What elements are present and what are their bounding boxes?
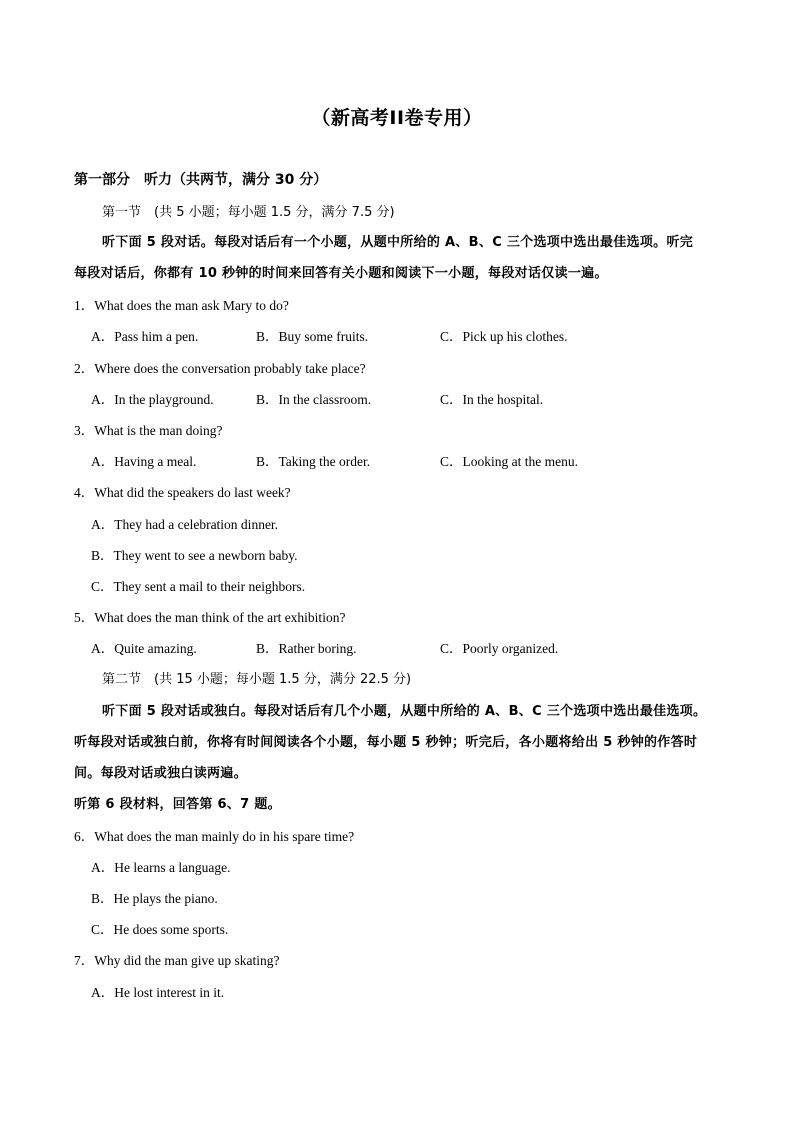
question-1-option-b: B．Buy some fruits. <box>256 329 369 344</box>
question-5-option-b: B．Rather boring. <box>256 641 357 656</box>
question-3-option-a: A．Having a meal. <box>91 454 197 469</box>
question-3-option-b: B．Taking the order. <box>256 454 371 469</box>
question-6-stem: 6．What does the man mainly do in his spare time? <box>74 829 355 844</box>
material-note: 听第 6 段材料，回答第 6、7 题。 <box>74 797 281 812</box>
question-2-option-b: B．In the classroom. <box>256 392 372 407</box>
section1-heading: 第一节 (共 5 小题；每小题 1.5 分，满分 7.5 分) <box>102 205 395 220</box>
question-5-option-a: A．Quite amazing. <box>91 641 197 656</box>
question-6-option-c: C．He does some sports. <box>91 922 229 937</box>
question-1-stem: 1．What does the man ask Mary to do? <box>74 298 289 313</box>
question-6-option-a: A．He learns a language. <box>91 860 231 875</box>
question-7-stem: 7．Why did the man give up skating? <box>74 953 280 968</box>
page-title: （新高考II卷专用） <box>311 107 483 129</box>
question-5-option-c: C．Poorly organized. <box>440 641 559 656</box>
section2-instructions-line3: 间。每段对话或独白读两遍。 <box>74 766 247 781</box>
section2-instructions-line1: 听下面 5 段对话或独白。每段对话后有几个小题，从题中所给的 A、B、C 三个选项中选出最佳选项。 <box>102 704 707 719</box>
question-1-option-c: C．Pick up his clothes. <box>440 329 568 344</box>
question-4-option-c: C．They sent a mail to their neighbors. <box>91 579 306 594</box>
question-4-option-b: B．They went to see a newborn baby. <box>91 548 298 563</box>
question-7-option-a: A．He lost interest in it. <box>91 985 225 1000</box>
question-6-option-b: B．He plays the piano. <box>91 891 218 906</box>
section2-instructions-line2: 听每段对话或独白前，你将有时间阅读各个小题，每小题 5 秒钟；听完后，各小题将给出 5 秒钟的作答时 <box>74 735 698 750</box>
section1-instructions-line1: 听下面 5 段对话。每段对话后有一个小题，从题中所给的 A、B、C 三个选项中选出最佳选项。听完 <box>102 235 694 250</box>
question-5-stem: 5．What does the man think of the art exhibition? <box>74 610 346 625</box>
question-4-option-a: A．They had a celebration dinner. <box>91 517 279 532</box>
question-3-stem: 3．What is the man doing? <box>74 423 223 438</box>
part1-heading: 第一部分 听力（共两节，满分 30 分） <box>74 172 328 188</box>
question-2-option-c: C．In the hospital. <box>440 392 544 407</box>
question-2-stem: 2．Where does the conversation probably take place? <box>74 361 366 376</box>
section2-heading: 第二节 (共 15 小题；每小题 1.5 分，满分 22.5 分) <box>102 672 412 687</box>
question-2-option-a: A．In the playground. <box>91 392 214 407</box>
section1-instructions-line2: 每段对话后，你都有 10 秒钟的时间来回答有关小题和阅读下一小题，每段对话仅读一遍。 <box>74 266 608 281</box>
question-1-option-a: A．Pass him a pen. <box>91 329 199 344</box>
question-3-option-c: C．Looking at the menu. <box>440 454 578 469</box>
question-4-stem: 4．What did the speakers do last week? <box>74 485 291 500</box>
